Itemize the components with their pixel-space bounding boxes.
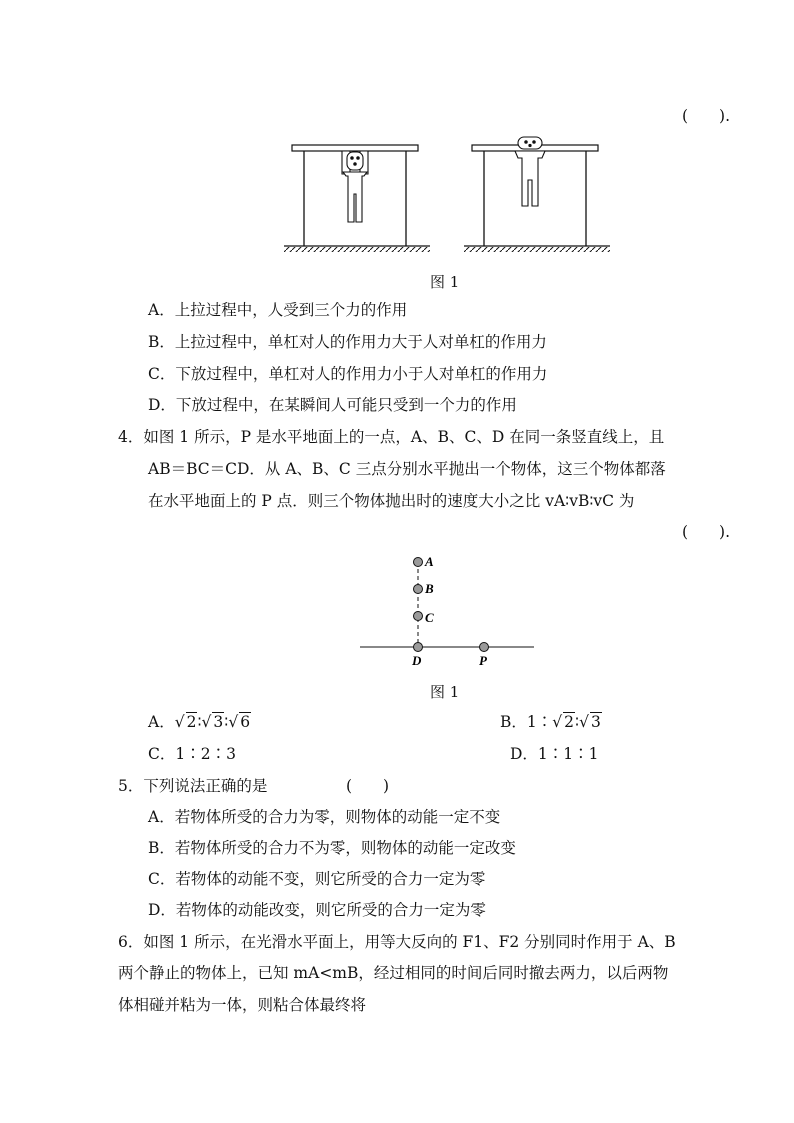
point-p xyxy=(480,643,489,652)
sqrt-symbol: √ xyxy=(579,713,589,731)
person-hang xyxy=(515,137,545,206)
ratio-sep: ∶ xyxy=(224,713,229,731)
q5-answer-bracket: ( ) xyxy=(346,777,390,795)
point-d xyxy=(414,643,423,652)
q4-answer-bracket: ( ). xyxy=(682,523,731,541)
q4-option-d: D．1∶1∶1 xyxy=(510,745,599,763)
q4-option-a-prefix: A． xyxy=(148,713,175,731)
person-up xyxy=(342,151,368,222)
sqrt-symbol: √ xyxy=(552,713,563,731)
projectile-figure xyxy=(356,552,538,670)
q3-option-c: C．下放过程中，单杠对人的作用力小于人对单杠的作用力 xyxy=(148,365,548,383)
radicand-6: 6 xyxy=(240,713,251,731)
pullup-right-frame xyxy=(464,137,610,252)
q4-stem-line3: 在水平地面上的 P 点．则三个物体抛出时的速度大小之比 vA∶vB∶vC 为 xyxy=(148,492,635,510)
sqrt-symbol: √ xyxy=(174,713,185,731)
radicand-3: 3 xyxy=(590,713,601,731)
q5-option-b: B．若物体所受的合力不为零，则物体的动能一定改变 xyxy=(148,839,516,857)
q4-option-a xyxy=(148,712,251,732)
q3-option-d: D．下放过程中，在某瞬间人可能只受到一个力的作用 xyxy=(148,396,517,414)
label-c: C xyxy=(425,610,434,625)
ratio-sep: ∶ xyxy=(197,713,202,731)
q5-option-d: D．若物体的动能改变，则它所受的合力一定为零 xyxy=(148,901,486,919)
q4-option-c: C．1∶2∶3 xyxy=(148,745,236,763)
radicand-2: 2 xyxy=(186,713,197,731)
pullup-left-frame xyxy=(284,145,430,252)
q5-stem: 5．下列说法正确的是 xyxy=(118,777,268,795)
sqrt-symbol: √ xyxy=(228,713,239,731)
q6-stem-line1: 6．如图 1 所示，在光滑水平面上，用等大反向的 F1、F2 分别同时作用于 A、B xyxy=(118,933,676,951)
q3-option-a: A．上拉过程中，人受到三个力的作用 xyxy=(148,301,408,319)
q5-option-c: C．若物体的动能不变，则它所受的合力一定为零 xyxy=(148,870,486,888)
label-a: A xyxy=(425,554,434,569)
q4-option-b-prefix: B．1∶ xyxy=(500,713,553,731)
point-b xyxy=(414,585,423,594)
q3-answer-bracket: ( ). xyxy=(682,107,731,125)
label-b: B xyxy=(425,581,434,596)
q4-figure-caption: 图 1 xyxy=(430,683,460,701)
radicand-2: 2 xyxy=(564,713,575,731)
q5-option-a: A．若物体所受的合力为零，则物体的动能一定不变 xyxy=(148,808,501,826)
point-c xyxy=(414,612,423,621)
q4-option-b xyxy=(500,712,602,732)
q3-figure-caption: 图 1 xyxy=(430,273,460,291)
q6-stem-line3: 体相碰并粘为一体，则粘合体最终将 xyxy=(118,996,367,1014)
label-p: P xyxy=(479,653,487,668)
radicand-3: 3 xyxy=(213,713,224,731)
label-d: D xyxy=(412,653,422,668)
sqrt-symbol: √ xyxy=(201,713,212,731)
q6-stem-line2: 两个静止的物体上，已知 mA<mB，经过相同的时间后同时撤去两力，以后两物 xyxy=(118,964,669,982)
q4-stem-line1: 4．如图 1 所示，P 是水平地面上的一点，A、B、C、D 在同一条竖直线上，且 xyxy=(118,428,665,446)
ratio-sep: ∶ xyxy=(575,713,580,731)
point-a xyxy=(414,558,423,567)
q4-stem-line2: AB＝BC＝CD．从 A、B、C 三点分别水平抛出一个物体，这三个物体都落 xyxy=(148,460,666,478)
q3-option-b: B．上拉过程中，单杠对人的作用力大于人对单杠的作用力 xyxy=(148,333,547,351)
pullup-figure xyxy=(280,136,610,260)
